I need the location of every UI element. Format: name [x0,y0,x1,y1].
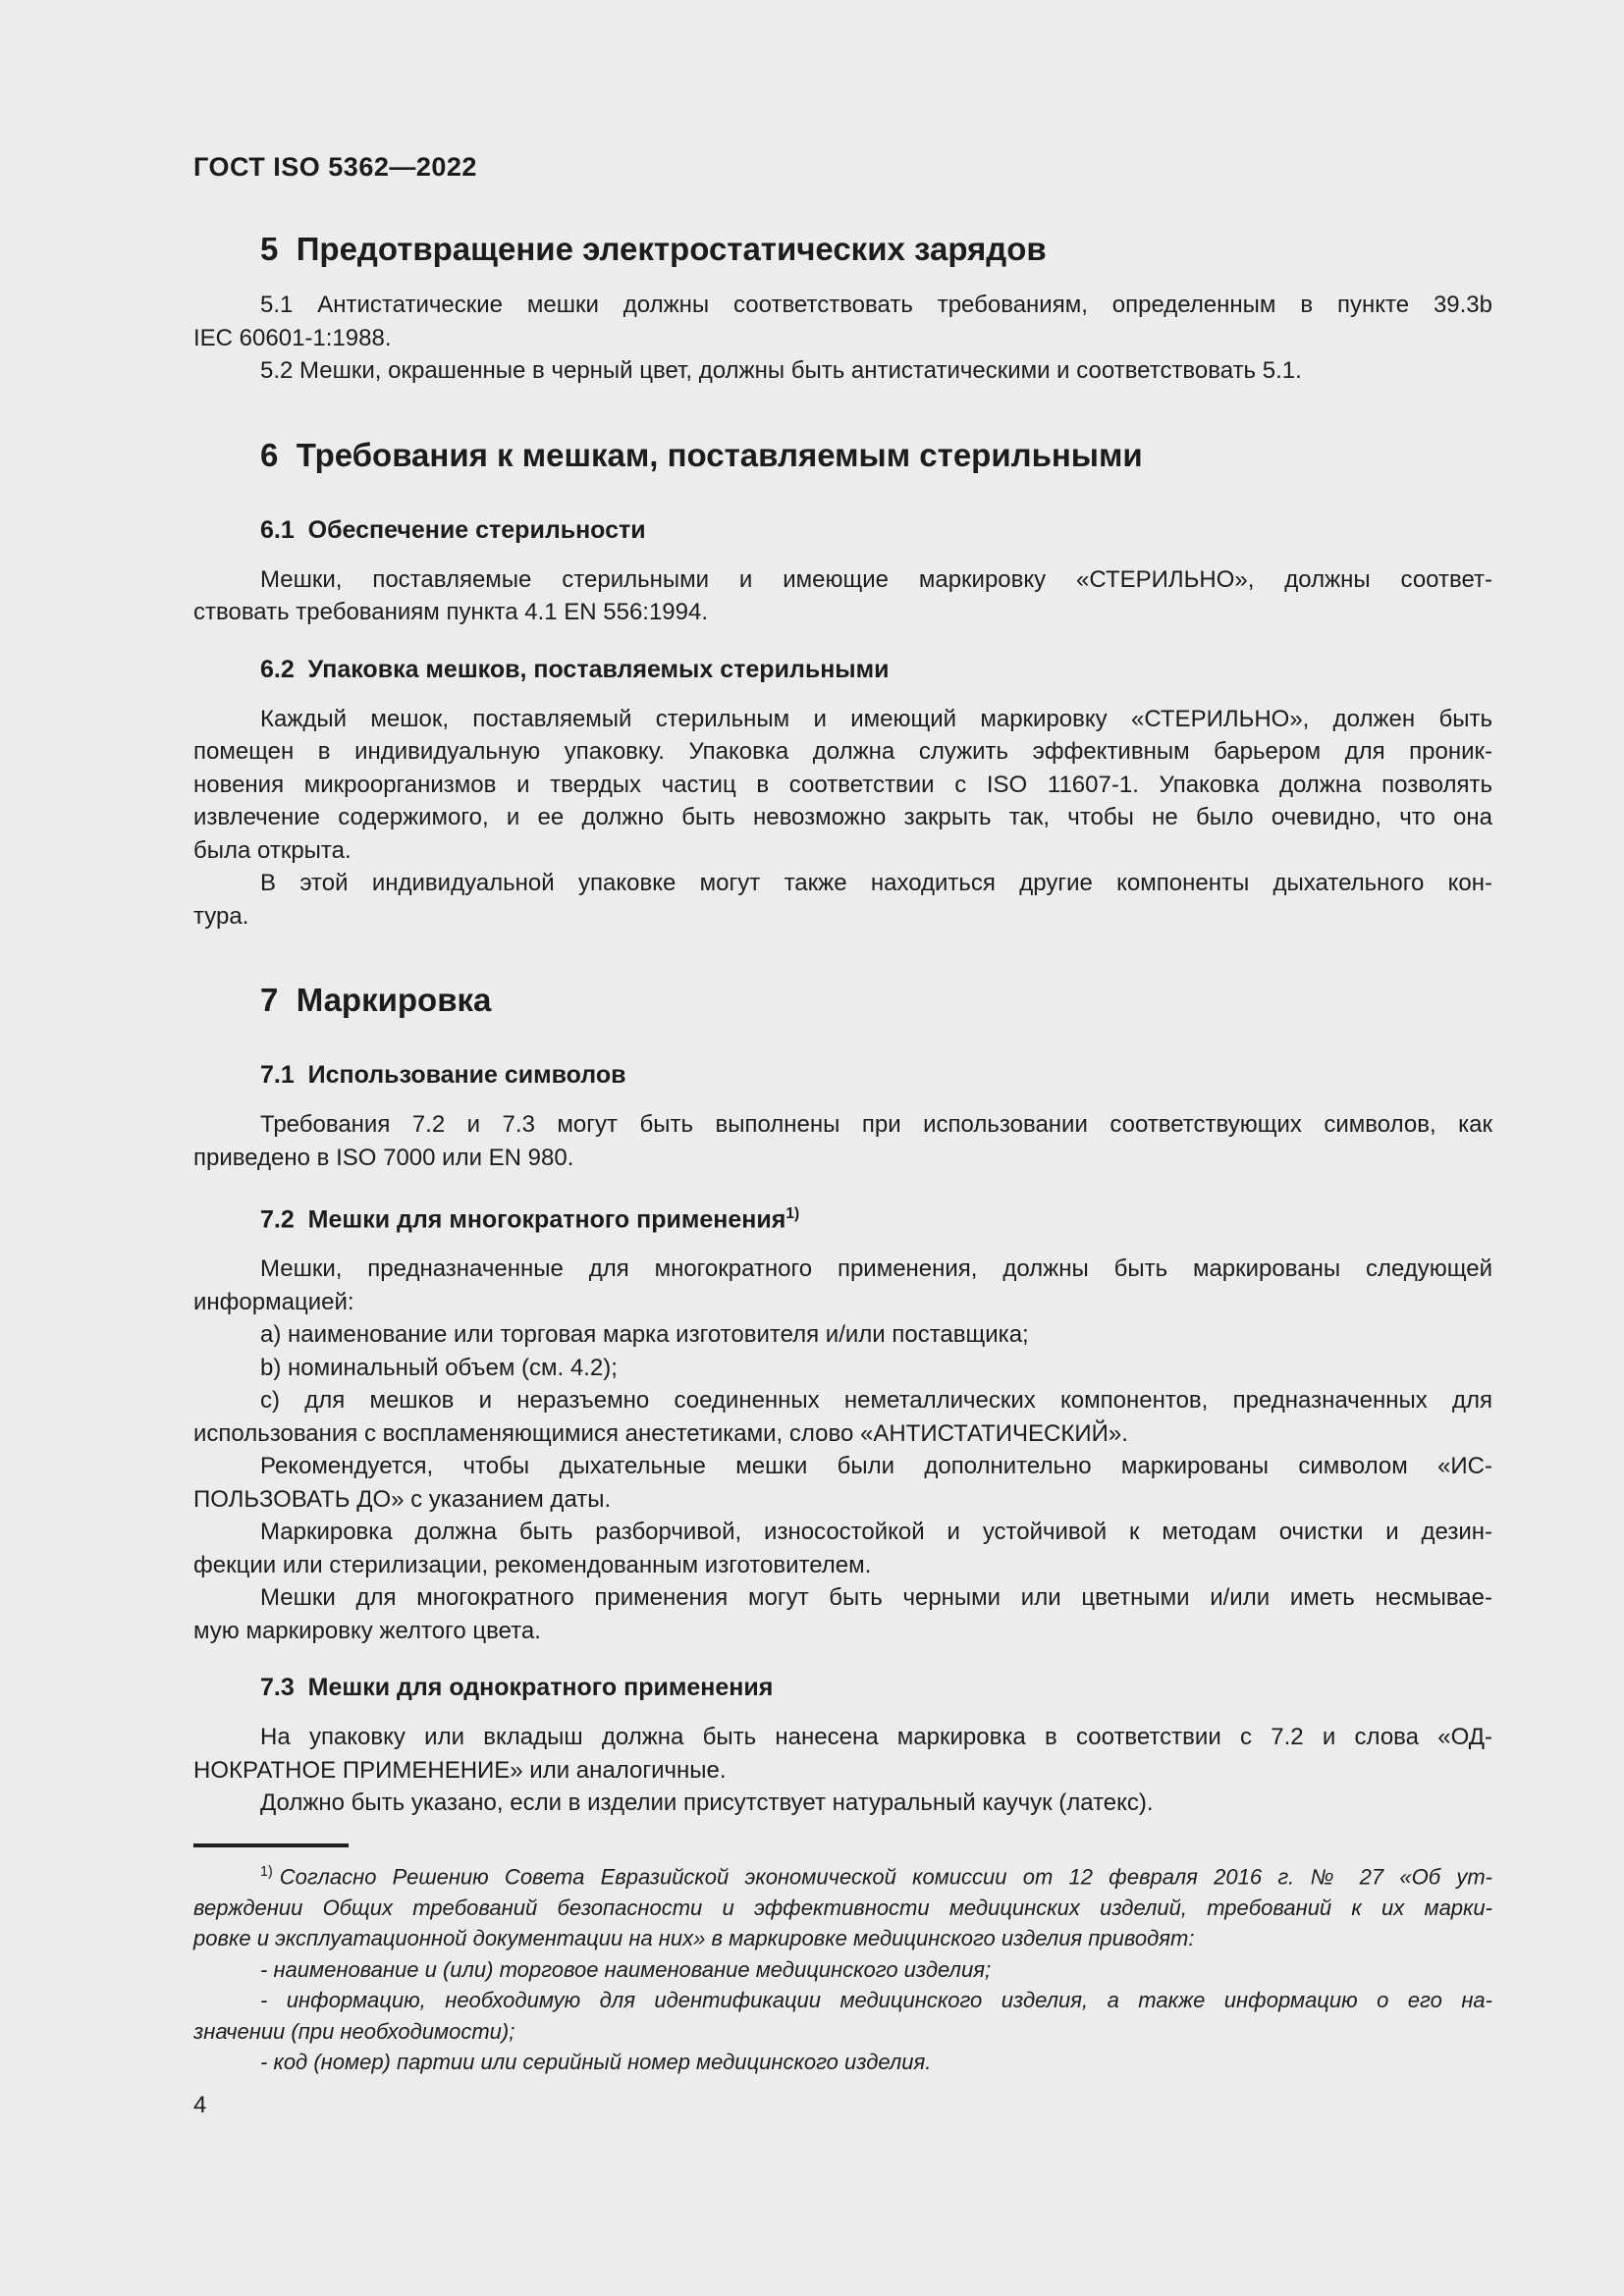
footnote-paragraph [193,1985,1492,2047]
section-heading [260,231,1492,267]
text-line: Мешки, поставляемые стерильными и имеющие маркировку «СТЕРИЛЬНО», должны соответ- [260,565,1492,593]
text-line: была открыта. [193,836,352,864]
text-line: значении (при необходимости); [193,2018,515,2044]
heading-text: 6.1 Обеспечение стерильности [260,515,646,544]
text-line: Каждый мешок, поставляемый стерильным и имеющий маркировку «СТЕРИЛЬНО», должен быть [260,705,1492,732]
paragraph [193,1318,1492,1352]
paragraph [193,1450,1492,1516]
text-line: В этой индивидуальной упаковке могут также находиться другие компоненты дыхательного кон- [260,870,1492,896]
text-line: тура. [193,902,249,930]
text-line [193,1857,1492,1893]
text-line: использования с воспламеняющимися анестетиками, слово «АНТИСТАТИЧЕСКИЙ». [193,1419,1128,1447]
paragraph [193,1787,1492,1820]
paragraph [193,563,1492,629]
text-line: ровке и эксплуатационной документации на них» в маркировке медицинского изделия приводят: [193,1926,1195,1951]
page-number: 4 [193,2091,207,2118]
paragraph [193,1108,1492,1174]
heading-text: 7.2 Мешки для многократного применения [260,1205,786,1234]
text-line: На упаковку или вкладыш должна быть нанесена маркировка в соответствии с 7.2 и слова «ОД- [260,1724,1492,1751]
text-line: Мешки для многократного применения могут быть черными или цветными и/или иметь несмывае- [260,1584,1492,1612]
footnote-marker: 1) [260,1863,273,1880]
heading-text: 6.2 Упаковка мешков, поставляемых стерильными [260,655,890,683]
text-line: c) для мешков и неразъемно соединенных неметаллических компонентов, предназначенных для [260,1387,1492,1415]
paragraph [193,867,1492,933]
section-heading [260,437,1492,473]
footnote-rule [193,1843,349,1847]
text-line: новения микроорганизмов и твердых частиц в соответствии с ISO 11607-1. Упаковка должна позволять [193,771,1492,798]
paragraph [193,1384,1492,1450]
text-line: НОКРАТНОЕ ПРИМЕНЕНИЕ» или аналогичные. [193,1756,727,1784]
heading-text: 6 Требования к мешкам, поставляемым стерильными [260,436,1143,473]
footnote-paragraph [193,1954,1492,1986]
text-line: ствовать требованиям пункта 4.1 EN 556:1994. [193,599,709,625]
line-text: Согласно Решению Совета Евразийской экономической комиссии от 12 февраля 2016 г. № 27 «Об ут- [279,1864,1492,1890]
subsection-heading [260,1061,1492,1089]
text-line: a) наименование или торговая марка изготовителя и/или поставщика; [260,1321,1029,1349]
paragraph [193,289,1492,354]
paragraph [193,354,1492,388]
subsection-heading [260,516,1492,544]
paragraph [193,1581,1492,1647]
text-line: - информацию, необходимую для идентификации медицинского изделия, а также информацию о его на- [260,1988,1492,2013]
paragraph [193,703,1492,868]
text-line: верждении Общих требований безопасности и эффективности медицинских изделий, требований к их марки- [193,1895,1492,1920]
text-line: Рекомендуется, чтобы дыхательные мешки были дополнительно маркированы символом «ИС- [260,1453,1492,1480]
footnote-reference: 1) [785,1205,800,1222]
subsection-heading [260,656,1492,683]
subsection-heading [260,1674,1492,1701]
footnote-paragraph [193,1857,1492,1954]
text-line: Маркировка должна быть разборчивой, износостойкой и устойчивой к методам очистки и дезин- [260,1519,1492,1546]
text-line: помещен в индивидуальную упаковку. Упаковка должна служить эффективным барьером для проник- [193,738,1492,765]
document-header: ГОСТ ISO 5362—2022 [193,152,477,182]
paragraph [193,1721,1492,1787]
heading-text: 5 Предотвращение электростатических зарядов [260,231,1047,267]
footnote-paragraph [193,2047,1492,2078]
text-line: Мешки, предназначенные для многократного применения, должны быть маркированы следующей [260,1255,1492,1283]
text-line: информацией: [193,1288,354,1315]
text-line: извлечение содержимого, и ее должно быть невозможно закрыть так, чтобы не было очевидно, что она [193,804,1492,830]
subsection-heading [260,1201,1492,1233]
text-line: - код (номер) партии или серийный номер медицинского изделия. [260,2050,932,2075]
text-line: ПОЛЬЗОВАТЬ ДО» с указанием даты. [193,1485,612,1513]
text-line: Требования 7.2 и 7.3 могут быть выполнены при использовании соответствующих символов, как [260,1111,1492,1138]
paragraph [193,1352,1492,1385]
heading-text: 7 Маркировка [260,982,492,1018]
text-line: фекции или стерилизации, рекомендованным изготовителем. [193,1551,872,1578]
content [193,231,1492,2078]
paragraph [193,1516,1492,1581]
text-line: - наименование и (или) торговое наименование медицинского изделия; [260,1956,992,1982]
text-line: b) номинальный объем (см. 4.2); [260,1354,618,1381]
text-line: мую маркировку желтого цвета. [193,1617,541,1644]
paragraph [193,1253,1492,1318]
section-heading [260,982,1492,1018]
heading-text: 7.1 Использование символов [260,1061,626,1089]
text-line: 5.1 Антистатические мешки должны соответствовать требованиям, определенным в пункте 39.3b [260,292,1492,318]
text-line: приведено в ISO 7000 или EN 980. [193,1144,574,1171]
text-line: IEC 60601-1:1988. [193,324,392,351]
heading-text: 7.3 Мешки для однократного применения [260,1674,774,1702]
text-line: 5.2 Мешки, окрашенные в черный цвет, должны быть антистатическими и соответствовать 5.1. [260,357,1302,384]
text-line: Должно быть указано, если в изделии присутствует натуральный каучук (латекс). [260,1789,1154,1817]
